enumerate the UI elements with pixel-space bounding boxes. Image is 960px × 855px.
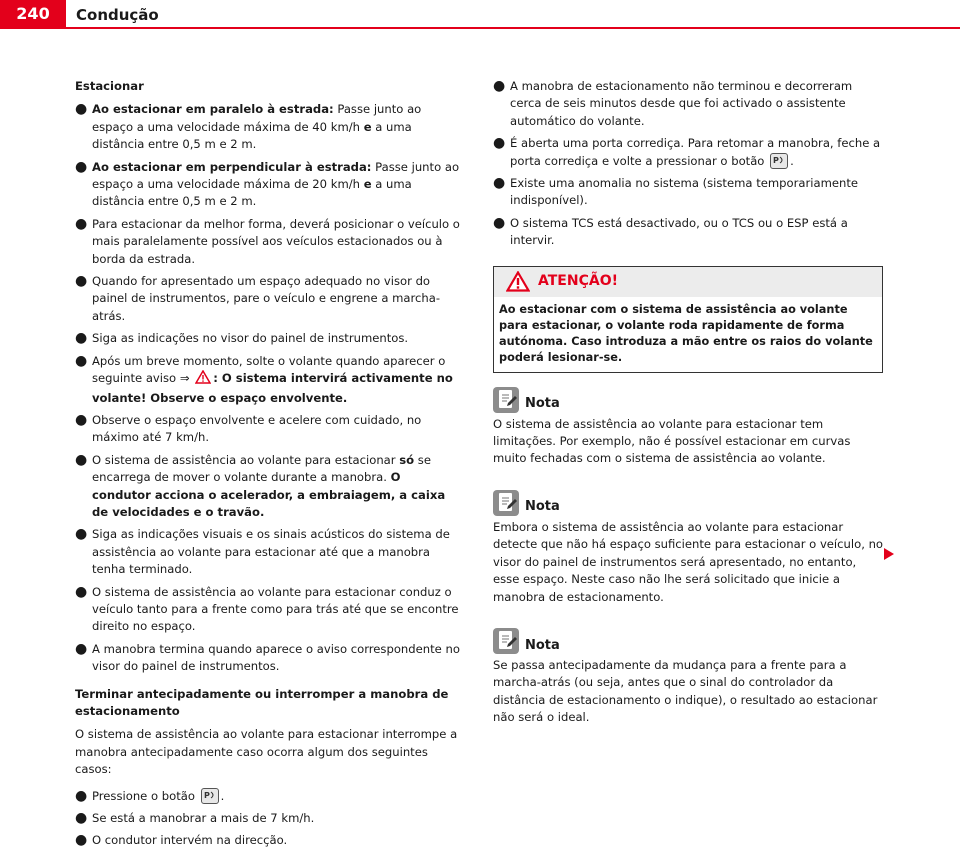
note-label: Nota [525,637,560,653]
warning-box [493,266,883,373]
bullet-bold-inline: e [363,177,372,192]
warning-triangle-icon [506,271,530,292]
bullet-text: O condutor intervém na direcção. [92,833,288,848]
list-item [75,452,463,522]
note-text: O sistema de assistência ao volante para estacionar tem limitações. Por exemplo, não é possível estacionar em curvas muito fechadas com o sistema de assistência ao volante. [493,416,851,466]
bullet-icon: ● [75,810,88,827]
page-title: Condução [76,6,159,24]
bullet-bold-inline: e [363,119,372,134]
bullet-icon: ● [75,526,88,543]
note-icon [493,490,519,516]
warning-title: ATENÇÃO! [538,272,618,289]
bullet-icon: ● [493,214,506,231]
bullet-icon: ● [75,451,88,468]
warning-triangle-icon[interactable] [195,370,211,389]
right-column [493,78,883,732]
page-number: 240 [0,0,66,28]
list-item [75,584,463,636]
list-item [75,101,463,153]
bullet-text: Observe o espaço envolvente e acelere com cuidado, no máximo até 7 km/h. [92,412,422,445]
list-item [75,330,463,347]
bullet-text: O sistema de assistência ao volante para estacionar [92,452,400,467]
note-icon [493,628,519,654]
bullet-bold-inline: só [399,452,415,467]
bullet-text: Siga as indicações visuais e os sinais acústicos do sistema de assistência ao volante para estacionar até que a manobra tenha terminado. [92,527,450,577]
bullet-text: . [220,788,225,803]
note-header [493,490,883,516]
svg-text:P: P [203,791,210,801]
warning-header [494,267,882,297]
park-assist-button-icon [770,153,788,169]
paragraph: O sistema de assistência ao volante para estacionar interrompe a manobra antecipadamente caso ocorra algum dos seguintes casos: [75,727,458,777]
svg-text:P: P [773,156,779,166]
bullet-icon: ● [493,175,506,192]
bullet-text: Siga as indicações no visor do painel de instrumentos. [92,331,409,346]
bullet-bold-text: O condutor acciona o acelerador, a embraiagem, a caixa de velocidades e o travão. [92,470,446,519]
bullet-text: Passe junto ao espaço a uma velocidade máxima de 20 km/h [92,159,460,192]
bullet-icon: ● [75,787,88,804]
bullet-icon: ● [75,832,88,849]
bullet-text: Após um breve momento, solte o volante quando aparecer o seguinte aviso ⇒ [92,353,446,386]
list-item [75,159,463,211]
bullet-text: Se está a manobrar a mais de 7 km/h. [92,811,315,826]
note-header [493,628,883,654]
bullet-bold-lead: Ao estacionar em perpendicular à estrada: [92,159,372,174]
note-label: Nota [525,499,560,515]
bullet-text: se encarrega de mover o volante durante a manobra. [92,452,431,485]
list-item [75,412,463,447]
list-item [75,810,463,827]
note-label: Nota [525,396,560,412]
sub-heading: Terminar antecipadamente ou interromper a manobra de estacionamento [75,686,449,718]
list-item [75,216,463,268]
bullet-icon: ● [75,330,88,347]
note-header [493,387,883,413]
bullet-icon: ● [75,101,88,118]
bullet-text: Para estacionar da melhor forma, deverá posicionar o veículo o mais paralelamente possível aos veículos estacionados ou à borda da estrada. [92,216,460,266]
bullet-text: O sistema TCS está desactivado, ou o TCS ou o ESP está a intervir. [510,215,848,248]
section-title: Estacionar [75,79,144,93]
list-item [75,526,463,578]
bullet-icon: ● [75,411,88,428]
list-item [493,135,883,170]
bullet-text: Existe uma anomalia no sistema (sistema temporariamente indisponível). [510,176,859,208]
list-item [493,215,883,250]
bullet-text: A manobra termina quando aparece o aviso correspondente no visor do painel de instrumentos. [92,641,460,674]
bullet-icon: ● [75,352,88,369]
list-item [75,273,463,325]
bullet-text: a uma distância entre 0,5 m e 2 m. [92,119,412,152]
left-column [75,78,463,855]
bullet-icon: ● [75,158,88,175]
bullet-bold-lead: Ao estacionar em paralelo à estrada: [92,102,334,117]
header-divider [0,27,960,29]
bullet-icon: ● [75,640,88,657]
bullet-text: Passe junto ao espaço a uma velocidade máxima de 40 km/h [92,102,422,134]
bullet-bold-text: : O sistema intervirá activamente no volante! Observe o espaço envolvente. [92,371,453,405]
note-text: Se passa antecipadamente da mudança para a frente para a marcha-atrás (ou seja, antes que o sinal do controlador da distância de estacionamento o indique), o resultado ao estacionar não será o ideal. [493,657,878,725]
bullet-icon: ● [75,273,88,290]
bullet-text: É aberta uma porta corrediça. Para retomar a manobra, feche a porta corrediça e volte a pressionar o botão [510,136,881,168]
bullet-icon: ● [75,583,88,600]
bullet-icon: ● [493,135,506,152]
bullet-text: a uma distância entre 0,5 m e 2 m. [92,177,412,209]
bullet-icon: ● [493,78,506,94]
list-item [493,78,883,130]
bullet-text: O sistema de assistência ao volante para estacionar conduz o veículo tanto para a frente como para trás até que se encontre direito no espaço. [92,584,459,634]
bullet-text: A manobra de estacionamento não terminou e decorreram cerca de seis minutos desde que foi activado o assistente automático do volante. [510,79,853,128]
continue-arrow-icon [884,548,894,560]
bullet-text: . [790,153,794,168]
warning-text: Ao estacionar com o sistema de assistência ao volante para estacionar, o volante roda rapidamente de forma autónoma. Caso introduza a mão entre os raios do volante poderá lesionar-se. [499,302,873,364]
list-item [75,788,463,805]
note-icon [493,387,519,413]
bullet-text: Pressione o botão [92,788,195,803]
list-item [75,641,463,676]
list-item [75,353,463,407]
note-text: Embora o sistema de assistência ao volante para estacionar detecte que não há espaço suficiente para estacionar o veículo, no visor do painel de instrumentos será apresentado, no entanto, esse espaço. Neste caso não lhe será solicitado que inicie a manobra de estacionamento. [493,519,884,604]
bullet-text: Quando for apresentado um espaço adequado no visor do painel de instrumentos, pare o veículo e engrene a marcha-atrás. [92,274,441,323]
list-item [75,832,463,849]
list-item [493,175,883,210]
park-assist-button-icon [201,788,219,804]
bullet-icon: ● [75,215,88,232]
